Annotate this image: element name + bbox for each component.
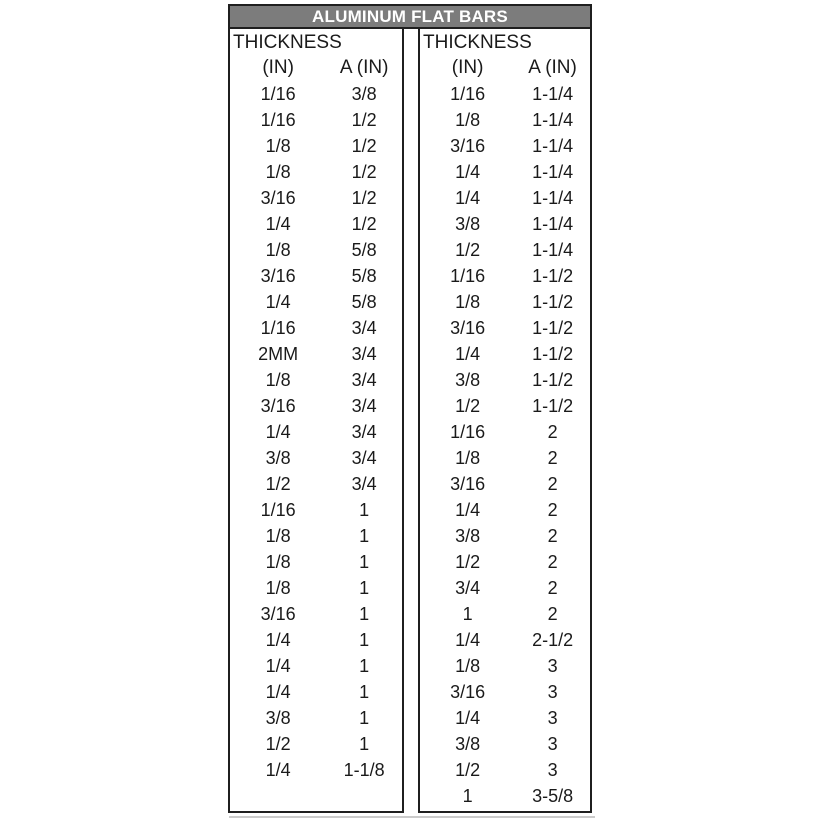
table-row <box>230 471 402 497</box>
thickness-cell: 1/16 <box>260 84 296 104</box>
a-cell: 2 <box>547 604 558 624</box>
a-cell: 1-1/4 <box>532 136 574 156</box>
thickness-cell: 1/8 <box>265 552 291 572</box>
table-row <box>420 627 590 653</box>
a-cell: 1-1/4 <box>532 162 574 182</box>
thickness-cell: 1/8 <box>265 526 291 546</box>
column-labels-row <box>230 55 402 81</box>
table-row <box>420 341 590 367</box>
thickness-cell: 1/16 <box>260 110 296 130</box>
thickness-cell: 1/4 <box>455 708 481 728</box>
thickness-cell: 1/2 <box>265 734 291 754</box>
table-row <box>230 185 402 211</box>
thickness-cell: 3/16 <box>260 188 296 208</box>
thickness-cell: 1/16 <box>260 500 296 520</box>
a-cell: 3 <box>547 760 558 780</box>
thickness-table-right <box>418 27 592 813</box>
table-row <box>420 757 590 783</box>
thickness-cell: 1/4 <box>455 188 481 208</box>
a-cell: 3/4 <box>351 422 377 442</box>
a-cell: 2 <box>547 422 558 442</box>
table-row <box>420 523 590 549</box>
a-cell: 1-1/8 <box>343 760 385 780</box>
thickness-cell: 1/2 <box>455 396 481 416</box>
table-rows-left <box>230 81 402 783</box>
table-row <box>420 289 590 315</box>
table-row <box>420 471 590 497</box>
thickness-cell: 2MM <box>258 344 299 364</box>
table-row <box>230 575 402 601</box>
table-row <box>420 497 590 523</box>
a-cell: 1-1/2 <box>532 344 574 364</box>
table-row <box>420 419 590 445</box>
a-cell: 1 <box>359 604 370 624</box>
table-row <box>230 497 402 523</box>
a-cell: 1-1/2 <box>532 318 574 338</box>
table-row <box>230 393 402 419</box>
table-title-bar <box>228 4 592 29</box>
table-row <box>420 445 590 471</box>
table-shadow-line <box>229 816 595 818</box>
a-cell: 2 <box>547 578 558 598</box>
table-row <box>230 601 402 627</box>
a-cell: 3/4 <box>351 474 377 494</box>
thickness-cell: 3/8 <box>455 370 481 390</box>
thickness-cell: 1/4 <box>455 344 481 364</box>
thickness-cell: 3/16 <box>260 266 296 286</box>
table-row <box>420 367 590 393</box>
thickness-cell: 1/2 <box>455 552 481 572</box>
a-cell: 2 <box>547 526 558 546</box>
thickness-cell: 3/16 <box>260 396 296 416</box>
a-cell: 3/4 <box>351 344 377 364</box>
a-cell: 1 <box>359 682 370 702</box>
a-cell: 3/4 <box>351 396 377 416</box>
thickness-cell: 1/2 <box>265 474 291 494</box>
aluminum-flat-bars-panel <box>228 4 592 813</box>
table-row <box>420 601 590 627</box>
table-row <box>420 133 590 159</box>
thickness-cell: 3/16 <box>450 136 486 156</box>
thickness-cell: 1/4 <box>265 630 291 650</box>
table-row <box>420 237 590 263</box>
a-cell: 3/8 <box>351 84 377 104</box>
thickness-cell: 3/8 <box>455 526 481 546</box>
table-title: ALUMINUM FLAT BARS <box>312 7 508 26</box>
table-row <box>420 653 590 679</box>
table-row <box>420 159 590 185</box>
table-row <box>230 419 402 445</box>
thickness-cell: 3/8 <box>455 214 481 234</box>
table-header-left <box>230 29 402 81</box>
thickness-cell: 1/2 <box>455 240 481 260</box>
a-cell: 3/4 <box>351 448 377 468</box>
a-cell: 1/2 <box>351 136 377 156</box>
tables-row <box>228 27 592 813</box>
thickness-unit-header: (IN) <box>451 57 484 78</box>
a-cell: 1/2 <box>351 188 377 208</box>
table-row <box>230 627 402 653</box>
a-cell: 1-1/2 <box>532 266 574 286</box>
thickness-cell: 3/16 <box>450 682 486 702</box>
table-divider-gap <box>404 27 418 813</box>
a-cell: 2-1/2 <box>532 630 574 650</box>
thickness-table-left <box>228 27 404 813</box>
table-row <box>230 289 402 315</box>
thickness-cell: 3/8 <box>265 448 291 468</box>
a-cell: 1/2 <box>351 162 377 182</box>
thickness-cell: 1/2 <box>455 760 481 780</box>
table-row <box>230 367 402 393</box>
a-cell: 1-1/4 <box>532 240 574 260</box>
a-cell: 3-5/8 <box>532 786 574 806</box>
a-column-header: A (IN) <box>339 57 389 78</box>
a-cell: 1-1/2 <box>532 370 574 390</box>
thickness-cell: 3/8 <box>455 734 481 754</box>
a-cell: 5/8 <box>351 266 377 286</box>
a-cell: 1-1/4 <box>532 84 574 104</box>
thickness-cell: 1/16 <box>450 266 486 286</box>
thickness-cell: 1/4 <box>265 656 291 676</box>
thickness-cell: 1/8 <box>455 448 481 468</box>
table-row <box>230 315 402 341</box>
a-cell: 5/8 <box>351 292 377 312</box>
table-row <box>230 523 402 549</box>
a-cell: 1 <box>359 656 370 676</box>
table-row <box>230 549 402 575</box>
thickness-cell: 1/4 <box>455 162 481 182</box>
thickness-cell: 1/4 <box>265 214 291 234</box>
table-row <box>420 81 590 107</box>
a-cell: 2 <box>547 474 558 494</box>
thickness-header: THICKNESS <box>423 32 532 53</box>
table-row <box>420 263 590 289</box>
a-cell: 1 <box>359 734 370 754</box>
a-cell: 2 <box>547 500 558 520</box>
a-cell: 1-1/4 <box>532 214 574 234</box>
table-row <box>230 159 402 185</box>
thickness-cell: 1/8 <box>265 240 291 260</box>
table-header-right <box>420 29 590 81</box>
thickness-cell: 1/4 <box>265 422 291 442</box>
thickness-cell: 1/4 <box>455 500 481 520</box>
table-row <box>420 315 590 341</box>
a-cell: 3 <box>547 734 558 754</box>
a-cell: 1 <box>359 578 370 598</box>
a-cell: 5/8 <box>351 240 377 260</box>
a-cell: 3 <box>547 682 558 702</box>
table-row <box>230 133 402 159</box>
a-cell: 1/2 <box>351 110 377 130</box>
a-cell: 1-1/2 <box>532 396 574 416</box>
table-row <box>230 81 402 107</box>
table-row <box>420 731 590 757</box>
a-cell: 1-1/4 <box>532 188 574 208</box>
thickness-cell: 1/4 <box>265 682 291 702</box>
table-row <box>230 237 402 263</box>
thickness-unit-header: (IN) <box>262 57 294 78</box>
thickness-header: THICKNESS <box>233 32 342 53</box>
thickness-cell: 1/8 <box>265 136 291 156</box>
a-cell: 1 <box>359 630 370 650</box>
a-cell: 3 <box>547 708 558 728</box>
a-cell: 1-1/4 <box>532 110 574 130</box>
thickness-cell: 1/8 <box>455 292 481 312</box>
table-row <box>230 731 402 757</box>
thickness-cell: 1/8 <box>455 110 481 130</box>
a-cell: 2 <box>547 552 558 572</box>
table-row <box>230 211 402 237</box>
table-row <box>230 263 402 289</box>
a-cell: 3 <box>547 656 558 676</box>
table-row <box>230 445 402 471</box>
thickness-cell: 3/16 <box>450 474 486 494</box>
thickness-cell: 1/4 <box>265 760 291 780</box>
table-row <box>230 341 402 367</box>
table-row <box>420 185 590 211</box>
a-cell: 1 <box>359 526 370 546</box>
table-row <box>420 393 590 419</box>
a-cell: 1 <box>359 500 370 520</box>
thickness-cell: 1/8 <box>265 370 291 390</box>
table-row <box>420 783 590 809</box>
table-row <box>230 107 402 133</box>
table-row <box>420 575 590 601</box>
table-row <box>420 211 590 237</box>
table-row <box>420 705 590 731</box>
thickness-cell: 3/4 <box>455 578 481 598</box>
a-cell: 1 <box>359 708 370 728</box>
table-row <box>420 549 590 575</box>
table-row <box>230 653 402 679</box>
thickness-cell: 1/16 <box>450 422 486 442</box>
table-row <box>420 679 590 705</box>
thickness-cell: 1 <box>462 604 473 624</box>
a-cell: 3/4 <box>351 370 377 390</box>
table-row <box>230 757 402 783</box>
table-row <box>420 107 590 133</box>
thickness-cell: 1/8 <box>265 578 291 598</box>
thickness-cell: 1/8 <box>455 656 481 676</box>
thickness-cell: 1/4 <box>455 630 481 650</box>
thickness-cell: 1/4 <box>265 292 291 312</box>
thickness-cell: 1/8 <box>265 162 291 182</box>
a-column-header: A (IN) <box>528 57 577 78</box>
a-cell: 1/2 <box>351 214 377 234</box>
thickness-cell: 3/16 <box>260 604 296 624</box>
a-cell: 3/4 <box>351 318 377 338</box>
thickness-cell: 3/16 <box>450 318 486 338</box>
a-cell: 2 <box>547 448 558 468</box>
table-row <box>230 679 402 705</box>
column-labels-row <box>420 55 590 81</box>
table-rows-right <box>420 81 590 809</box>
a-cell: 1-1/2 <box>532 292 574 312</box>
table-row <box>230 705 402 731</box>
thickness-cell: 1 <box>462 786 473 806</box>
thickness-cell: 1/16 <box>450 84 486 104</box>
a-cell: 1 <box>359 552 370 572</box>
thickness-cell: 3/8 <box>265 708 291 728</box>
thickness-cell: 1/16 <box>260 318 296 338</box>
